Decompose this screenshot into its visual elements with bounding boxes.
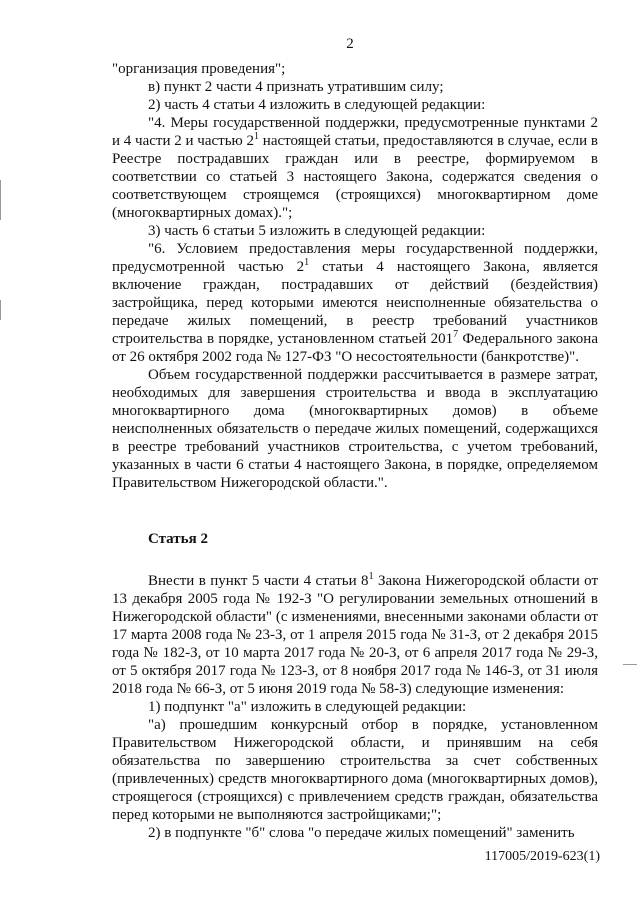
- paragraph-text: Федерального закона от 26 октября 2002 года № 127-ФЗ "О несостоятельности (банкротстве)".: [112, 331, 598, 365]
- paragraph-text: настоящей статьи, предоставляются в случае, если в Реестре пострадавших граждан или в реестре, формируемом в соответствии со статьей 3 настоящего Закона, содержатся сведения о соответствующем строящемся (строящихся) многоквартирном доме (многоквартирных домах).";: [112, 133, 598, 221]
- scan-edge-mark: [0, 300, 1, 320]
- paragraph-text: "4. Меры государственной поддержки, предусмотренные пунктами 2 и 4 части 2 и частью 2: [112, 115, 598, 149]
- paragraph: "организация проведения";: [112, 61, 286, 77]
- scan-edge-mark: [0, 180, 1, 220]
- article-heading: Статья 2: [148, 531, 208, 547]
- paragraph-text: "6. Условием предоставления меры государственной поддержки, предусмотренной частью 2: [112, 241, 598, 275]
- paragraph: [112, 240, 598, 366]
- paragraph: [112, 114, 598, 222]
- paragraph: 2) в подпункте "б" слова "о передаче жилых помещений" заменить: [148, 825, 575, 841]
- paragraph: 1) подпункт "а" изложить в следующей редакции:: [148, 699, 467, 715]
- paragraph: "а) прошедшим конкурсный отбор в порядке, установленном Правительством Нижегородской области, и принявшим на себя обязательства по завершению строительства за счет собственных (привлеченных) средств многоквартирного дома (многоквартирных домов), строящегося (строящихся) с привлечением средств граждан, обязательства перед которыми не выполняются застройщиками;";: [112, 717, 598, 823]
- superscript: 7: [453, 329, 459, 340]
- page-number: 2: [346, 36, 354, 52]
- paragraph: 2) часть 4 статьи 4 изложить в следующей редакции:: [148, 97, 486, 113]
- superscript: 1: [254, 131, 260, 142]
- paragraph: 3) часть 6 статьи 5 изложить в следующей редакции:: [148, 223, 486, 239]
- superscript: 1: [368, 571, 374, 582]
- scan-edge-mark: [623, 664, 637, 665]
- paragraph-text: статьи 4 настоящего Закона, является включение граждан, пострадавших от действий (бездействия) застройщика, перед которыми имеются неисполненные обязательства о передаче жилых помещений, в реестр требований участников строительства в порядке, установленном статьей 201: [112, 259, 598, 347]
- paragraph: Объем государственной поддержки рассчитывается в размере затрат, необходимых для завершения строительства и ввода в эксплуатацию многоквартирного дома (многоквартирных домов) в объеме неисполненных обязательств о передаче жилых помещений, содержащихся в реестре требований участников строительства, с учетом требований, указанных в части 6 статьи 4 настоящего Закона, в порядке, определяемом Правительством Нижегородской области.".: [112, 367, 598, 491]
- paragraph-text: Внести в пункт 5 части 4 статьи 8: [148, 573, 369, 589]
- document-body: [112, 60, 598, 842]
- paragraph: в) пункт 2 части 4 признать утратившим силу;: [148, 79, 444, 95]
- paragraph: [112, 572, 598, 698]
- document-code: 117005/2019-623(1): [484, 849, 600, 864]
- paragraph-text: Закона Нижегородской области от 13 декабря 2005 года № 192-З "О регулировании земельных отношений в Нижегородской области" (с изменениями, внесенными законами области от 17 марта 2008 года № 23-З, от 1 апреля 2015 года № 31-З, от 2 декабря 2015 года № 182-З, от 10 марта 2017 года № 20-З, от 6 апреля 2017 года № 29-З, от 5 октября 2017 года № 123-З, от 8 ноября 2017 года № 146-З, от 31 июля 2018 года № 66-З, от 5 июня 2019 года № 58-З) следующие изменения:: [112, 573, 598, 697]
- superscript: 1: [304, 257, 310, 268]
